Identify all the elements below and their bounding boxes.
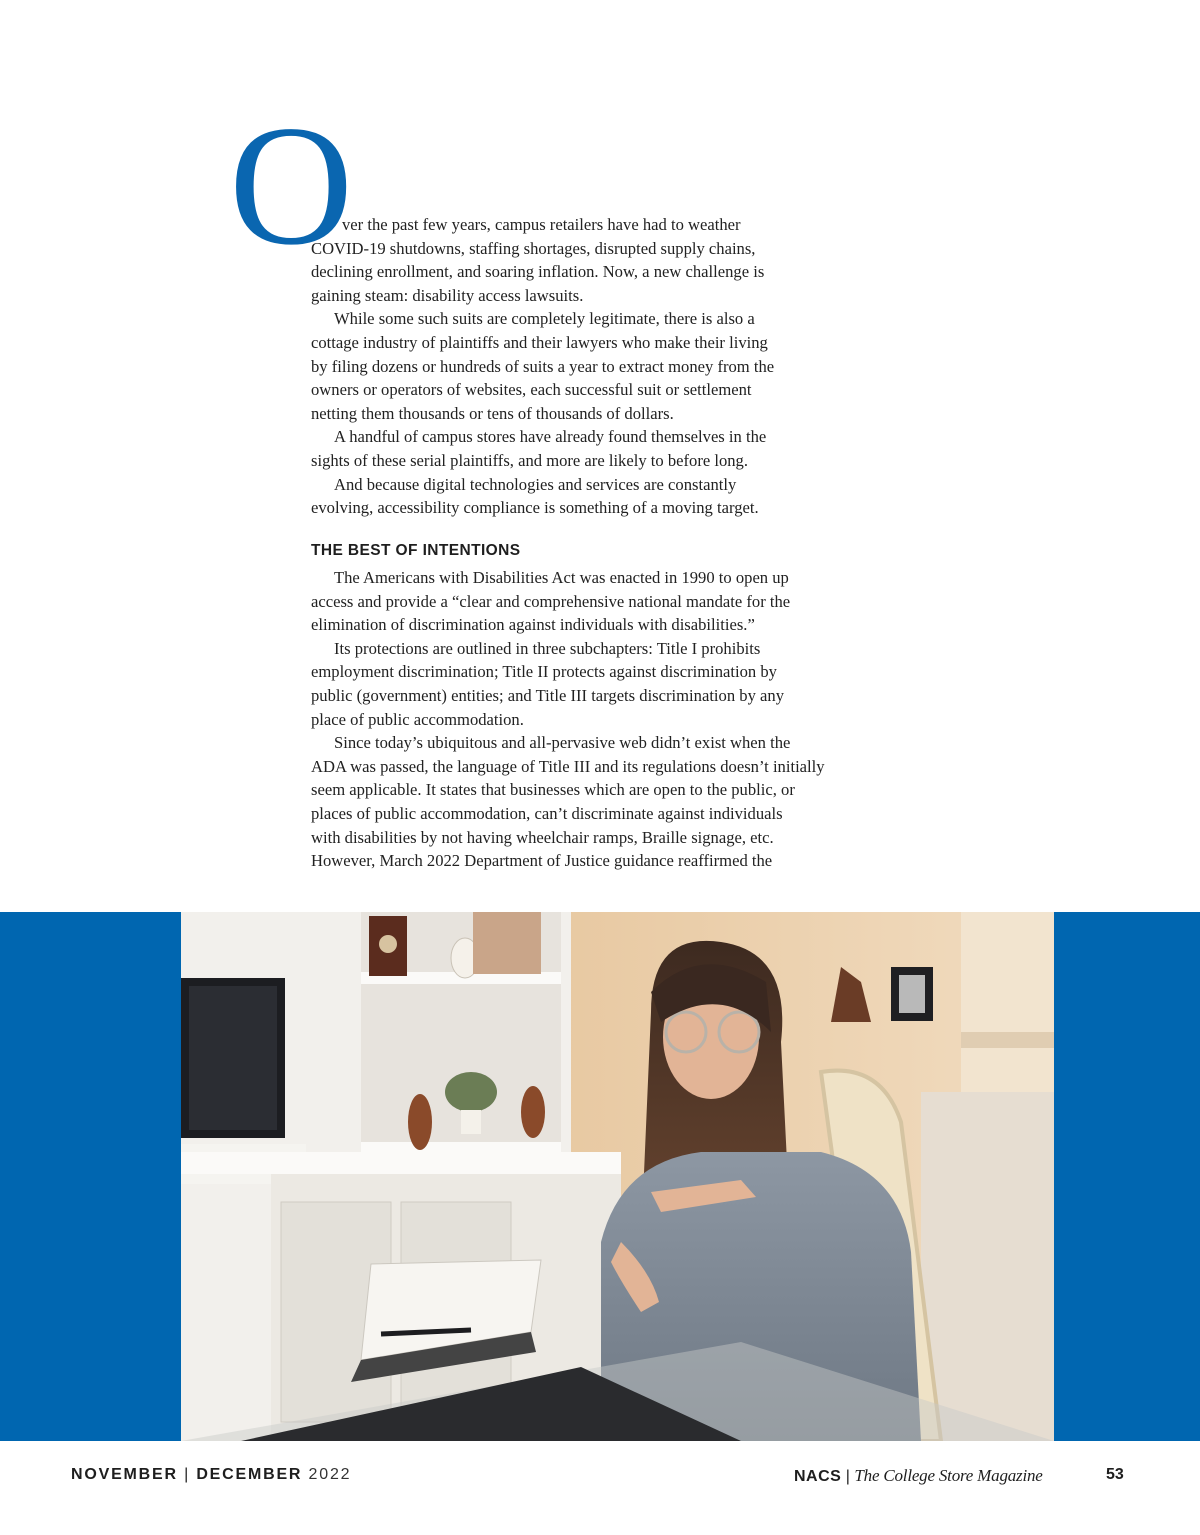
blue-band-left bbox=[0, 912, 181, 1441]
footer-separator: | bbox=[845, 1468, 850, 1485]
text-line: While some such suits are completely legitimate, there is also a bbox=[334, 309, 755, 329]
text-line: access and provide a “clear and comprehensive national mandate for the bbox=[311, 591, 791, 611]
text-line: netting them thousands or tens of thousands of dollars. bbox=[311, 403, 674, 423]
text-line: place of public accommodation. bbox=[311, 709, 524, 729]
text-line: owners or operators of websites, each successful suit or settlement bbox=[311, 380, 752, 400]
text-line: gaining steam: disability access lawsuits. bbox=[311, 285, 584, 305]
issue-month-1: NOVEMBER bbox=[71, 1466, 178, 1483]
text-line: elimination of discrimination against individuals with disabilities.” bbox=[311, 615, 755, 635]
text-line: COVID-19 shutdowns, staffing shortages, disrupted supply chains, bbox=[311, 238, 756, 258]
issue-month-2: DECEMBER bbox=[196, 1466, 303, 1483]
publisher-name: NACS bbox=[794, 1468, 842, 1485]
text-line: And because digital technologies and services are constantly bbox=[334, 474, 737, 494]
text-line: evolving, accessibility compliance is something of a moving target. bbox=[311, 498, 759, 518]
text-line: cottage industry of plaintiffs and their lawyers who make their living bbox=[311, 332, 768, 352]
drop-cap: O bbox=[229, 91, 354, 281]
text-line: by filing dozens or hundreds of suits a year to extract money from the bbox=[311, 356, 775, 376]
magazine-title: The College Store Magazine bbox=[854, 1466, 1043, 1485]
lead-paragraphs bbox=[311, 213, 891, 520]
text-line: with disabilities by not having wheelchair ramps, Braille signage, etc. bbox=[311, 827, 774, 847]
publication-name bbox=[794, 1466, 1043, 1486]
footer-separator: | bbox=[184, 1466, 191, 1483]
text-line: places of public accommodation, can’t discriminate against individuals bbox=[311, 803, 783, 823]
section-paragraphs bbox=[311, 566, 891, 873]
text-line: The Americans with Disabilities Act was enacted in 1990 to open up bbox=[334, 568, 789, 587]
section-heading: THE BEST OF INTENTIONS bbox=[311, 542, 521, 559]
text-line: public (government) entities; and Title III targets discrimination by any bbox=[311, 685, 784, 705]
blue-band-right bbox=[1054, 912, 1200, 1441]
issue-year: 2022 bbox=[308, 1466, 352, 1483]
text-line: Its protections are outlined in three subchapters: Title I prohibits bbox=[334, 638, 761, 658]
text-line: ADA was passed, the language of Title III and its regulations doesn’t initially bbox=[311, 756, 825, 776]
text-line: sights of these serial plaintiffs, and more are likely to before long. bbox=[311, 450, 749, 470]
text-line: A handful of campus stores have already found themselves in the bbox=[334, 427, 767, 447]
text-line: declining enrollment, and soaring inflation. Now, a new challenge is bbox=[311, 262, 765, 282]
text-line: ver the past few years, campus retailers have had to weather bbox=[342, 215, 741, 234]
text-line: seem applicable. It states that businesses which are open to the public, or bbox=[311, 780, 795, 800]
page-number: 53 bbox=[1106, 1466, 1124, 1483]
article-photo bbox=[181, 912, 1054, 1441]
text-line: employment discrimination; Title II protects against discrimination by bbox=[311, 662, 777, 682]
photo-illustration bbox=[181, 912, 1054, 1441]
issue-date bbox=[71, 1466, 351, 1484]
text-line: However, March 2022 Department of Justice guidance reaffirmed the bbox=[311, 851, 773, 871]
text-line: Since today’s ubiquitous and all-pervasive web didn’t exist when the bbox=[334, 733, 791, 753]
